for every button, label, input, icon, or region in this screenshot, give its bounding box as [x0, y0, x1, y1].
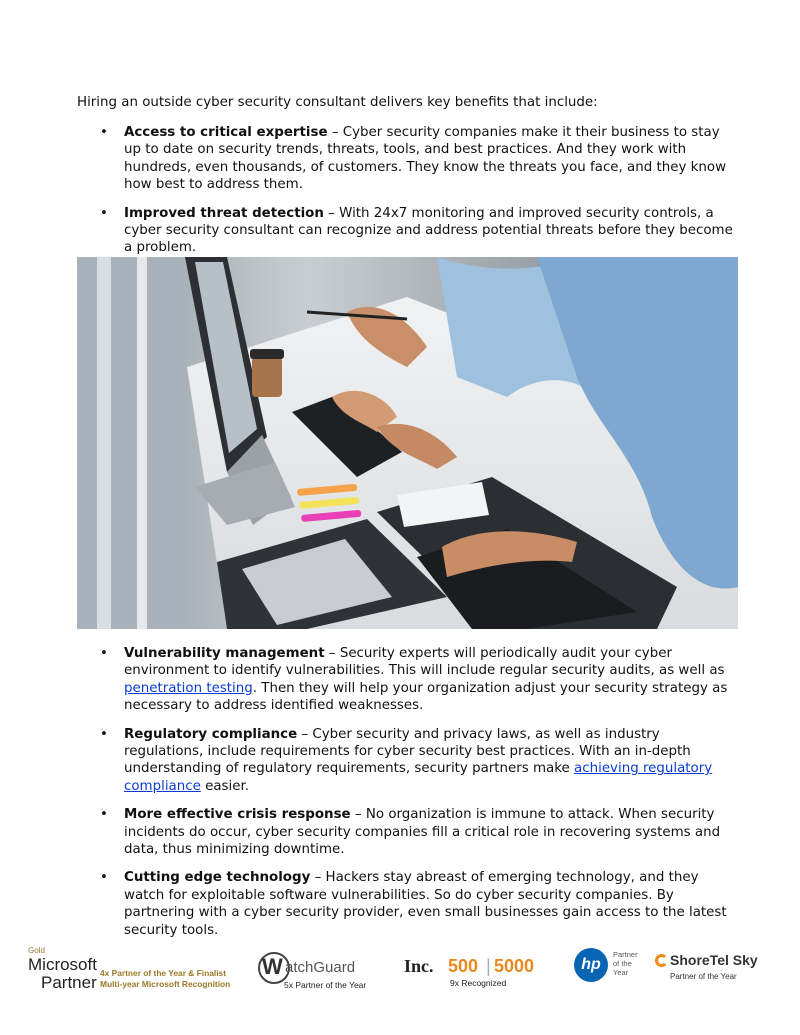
bullet-glyph: • — [100, 125, 108, 140]
watchguard-logo — [258, 952, 378, 998]
benefit-title: Vulnerability management — [124, 646, 325, 661]
watchguard-brand: atchGuard — [285, 959, 356, 976]
shoretel-sub: Partner of the Year — [670, 972, 737, 981]
regulatory-compliance-link[interactable]: achieving regulatory compliance — [124, 761, 713, 794]
inc-sub: 9x Recognized — [450, 978, 507, 988]
benefit-text: – With 24x7 monitoring and improved security controls, a cyber security consultant can recognize and address potential threats before they become a problem. — [124, 205, 733, 256]
benefit-title: Improved threat detection — [124, 205, 324, 221]
list-item — [0, 205, 740, 257]
benefit-text: – Security experts will periodically audit your cyber environment to identify vulnerabilities. This will include regular security audits, as well as — [124, 646, 725, 679]
office-photo — [77, 257, 738, 629]
hp-line3: Year — [613, 968, 629, 977]
hp-partner-text — [613, 950, 638, 977]
benefit-title: Cutting edge technology — [124, 870, 311, 886]
benefit-text: – Cyber security companies make it their business to stay up to date on security trends, threats, tools, and best practices. And they work with hundreds, even thousands, of customers. They know the threats you face, and they know how best to address them. — [124, 125, 727, 193]
bullet-glyph: • — [100, 807, 108, 823]
inc-brand: Inc. — [404, 956, 434, 976]
watchguard-sub: 5x Partner of the Year — [284, 980, 367, 990]
list-item — [0, 645, 740, 715]
list-item — [0, 806, 740, 858]
inc-5000-logo — [404, 956, 544, 998]
list-item — [0, 869, 740, 939]
microsoft-partner-logo — [28, 946, 238, 996]
benefit-title: Access to critical expertise — [124, 125, 328, 140]
ms-brand: Microsoft — [28, 955, 97, 974]
benefit-title: More effective crisis response — [124, 807, 351, 823]
intro-paragraph: Hiring an outside cyber security consultant delivers key benefits that include: — [77, 95, 598, 110]
benefit-text: – Hackers stay abreast of emerging technology, and they watch for exploitable software vulnerabilities. So do cyber security companies. By partnering with a cyber security provider, even small businesses gain access to the latest security tools. — [124, 870, 727, 938]
hp-icon: hp — [574, 948, 608, 982]
penetration-testing-link[interactable]: penetration testing — [124, 680, 253, 696]
benefit-text: . Then they will help your organization adjust your security strategy as necessary to address identified weaknesses. — [124, 680, 728, 714]
inc-5000: 5000 — [494, 956, 535, 976]
shoretel-sky-logo — [655, 952, 765, 992]
list-item — [0, 124, 740, 194]
shoretel-swirl-icon — [655, 954, 668, 967]
hp-logo — [574, 948, 644, 988]
ms-partner: Partner — [41, 973, 97, 992]
ms-gold-label: Gold — [28, 946, 45, 955]
benefit-text: – No organization is immune to attack. When security incidents do occur, cyber security companies fill a critical role in recovering systems and data, thus minimizing downtime. — [124, 807, 721, 858]
benefit-text: – Cyber security and privacy laws, as well as industry regulations, include requirements for cyber security best practices. With an in-depth understanding of regulatory requirements, security partners make — [124, 726, 691, 777]
inc-500: 500 — [448, 956, 479, 976]
list-item — [0, 726, 740, 796]
bullet-glyph: • — [100, 726, 108, 742]
bullet-glyph: • — [100, 205, 108, 221]
benefit-title: Regulatory compliance — [124, 726, 298, 742]
bullet-glyph: • — [100, 870, 108, 886]
benefit-text: easier. — [200, 778, 250, 794]
watchguard-w: W — [262, 954, 283, 979]
bullet-glyph: • — [100, 646, 108, 661]
ms-line2: Multi-year Microsoft Recognition — [100, 979, 231, 989]
benefits-list-bottom — [0, 645, 740, 950]
hp-line1: Partner — [613, 950, 638, 959]
partner-logos-footer — [0, 940, 800, 1000]
inc-separator: | — [486, 956, 491, 976]
benefits-list-top — [0, 124, 740, 268]
hp-line2: of the — [613, 959, 632, 968]
shoretel-brand: ShoreTel Sky — [670, 952, 758, 968]
ms-line1: 4x Partner of the Year & Finalist — [100, 968, 226, 978]
